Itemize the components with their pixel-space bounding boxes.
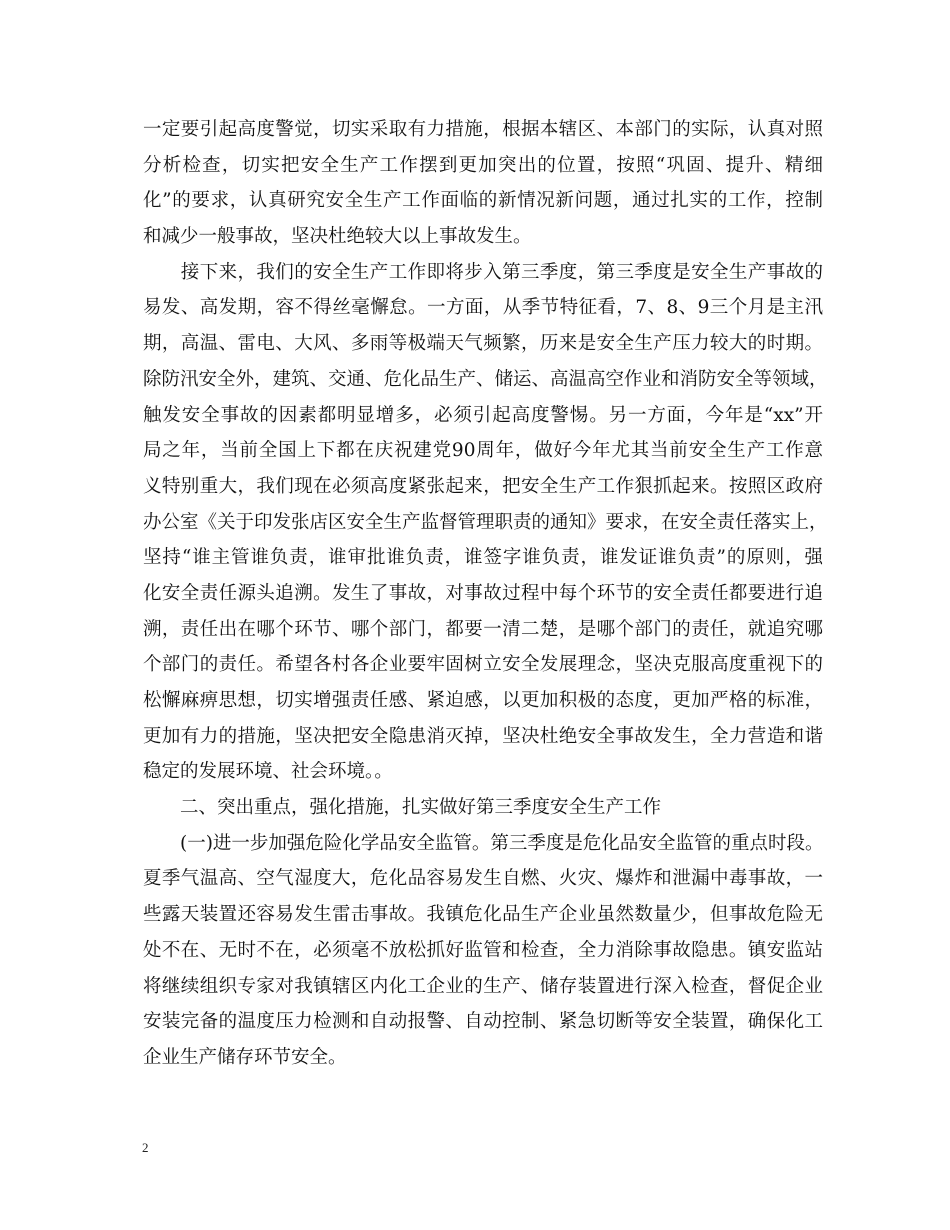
text-line: 松懈麻痹思想，切实增强责任感、紧迫感，以更加积极的态度，更加严格的标准，	[143, 690, 823, 711]
text-line: 和减少一般事故，坚决杜绝较大以上事故发生。	[143, 226, 532, 248]
text-line: 安装完备的温度压力检测和自动报警、自动控制、紧急切断等安全装置，确保化工	[143, 1011, 823, 1033]
text-line: 一定要引起高度警觉，切实采取有力措施，根据本辖区、本部门的实际，认真对照	[143, 119, 823, 140]
text-line: 化”的要求，认真研究安全生产工作面临的新情况新问题，通过扎实的工作，控制	[143, 190, 823, 212]
text-line: 企业生产储存环节安全。	[143, 1046, 347, 1068]
text-line: 稳定的发展环境、社会环境。。	[143, 761, 393, 783]
text-line: 坚持“谁主管谁负责，谁审批谁负责，谁签字谁负责，谁发证谁负责”的原则，强	[143, 547, 823, 569]
section-heading: 二、突出重点，强化措施，扎实做好第三季度安全生产工作	[143, 797, 662, 819]
text-line: 除防汛安全外，建筑、交通、危化品生产、储运、高温高空作业和消防安全等领域，	[143, 368, 828, 390]
body-text	[143, 112, 828, 1076]
text-line: 分析检查，切实把安全生产工作摆到更加突出的位置，按照“巩固、提升、精细	[143, 154, 823, 176]
text-line: (一)进一步加强危险化学品安全监管。第三季度是危化品安全监管的重点时段。	[143, 832, 824, 854]
text-line: 办公室《关于印发张店区安全生产监督管理职责的通知》要求，在安全责任落实上，	[143, 511, 828, 533]
text-line: 易发、高发期，容不得丝毫懈怠。一方面，从季节特征看，7、8、9三个月是主汛	[143, 297, 823, 319]
text-line: 局之年，当前全国上下都在庆祝建党90周年，做好今年尤其当前安全生产工作意	[143, 440, 823, 462]
page-number: 2	[142, 1140, 149, 1155]
text-line: 些露天装置还容易发生雷击事故。我镇危化品生产企业虽然数量少，但事故危险无	[143, 904, 823, 926]
text-line: 个部门的责任。希望各村各企业要牢固树立安全发展理念，坚决克服高度重视下的	[143, 654, 823, 676]
text-line: 义特别重大，我们现在必须高度紧张起来，把安全生产工作狠抓起来。按照区政府	[143, 475, 823, 497]
text-line: 溯，责任出在哪个环节、哪个部门，都要一清二楚，是哪个部门的责任，就追究哪	[143, 618, 823, 640]
text-line: 夏季气温高、空气湿度大，危化品容易发生自燃、火灾、爆炸和泄漏中毒事故，一	[143, 868, 823, 890]
text-line: 更加有力的措施，坚决把安全隐患消灭掉，坚决杜绝安全事故发生，全力营造和谐	[143, 725, 823, 747]
text-line: 接下来，我们的安全生产工作即将步入第三季度，第三季度是安全生产事故的	[143, 261, 823, 283]
text-line: 期，高温、雷电、大风、多雨等极端天气频繁，历来是安全生产压力较大的时期。	[143, 333, 823, 355]
text-line: 触发安全事故的因素都明显增多，必须引起高度警惕。另一方面，今年是“xx”开	[143, 404, 823, 426]
text-line: 将继续组织专家对我镇辖区内化工企业的生产、储存装置进行深入检查，督促企业	[143, 975, 823, 997]
text-line: 化安全责任源头追溯。发生了事故，对事故过程中每个环节的安全责任都要进行追	[143, 582, 823, 604]
text-line: 处不在、无时不在，必须毫不放松抓好监管和检查，全力消除事故隐患。镇安监站	[143, 939, 823, 961]
